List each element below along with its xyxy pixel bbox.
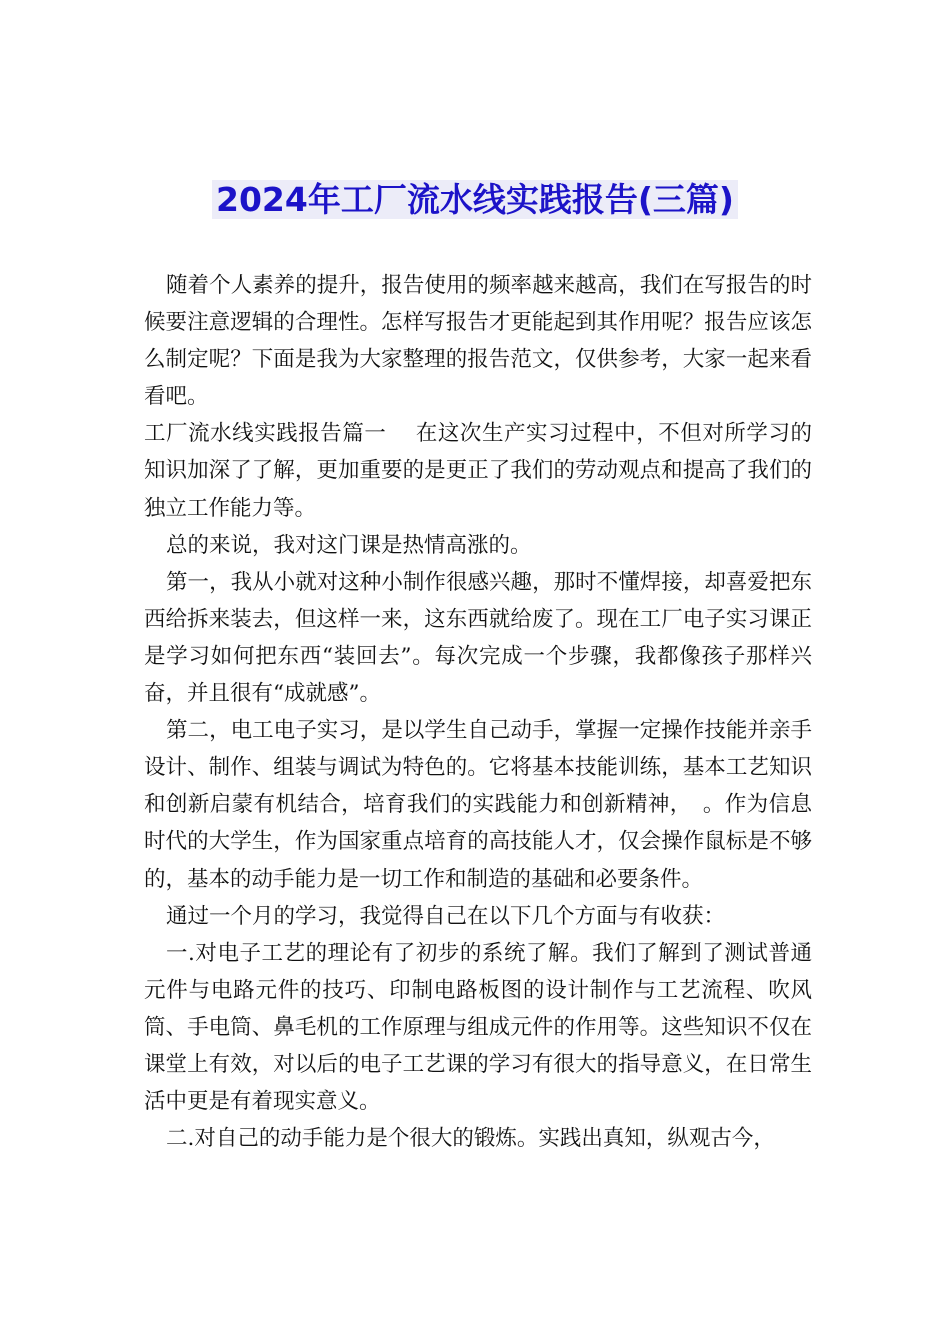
paragraph: 第一，我从小就对这种小制作很感兴趣，那时不懂焊接，却喜爱把东西给拆来装去，但这样一来，这东西就给废了。现在工厂电子实习课正是学习如何把东西“装回去”。每次完成一个步骤，我都像孩子那样兴奋，并且很有“成就感”。 (144, 569, 812, 707)
document-title (0, 172, 950, 228)
paragraph: 总的来说，我对这门课是热情高涨的。 (166, 532, 532, 558)
paragraph: 工厂流水线实践报告篇一 在这次生产实习过程中，不但对所学习的知识加深了了解，更加重要的是更正了我们的劳动观点和提高了我们的独立工作能力等。 (144, 421, 812, 521)
paragraph: 通过一个月的学习，我觉得自己在以下几个方面与有收获： (166, 903, 726, 929)
paragraph: 二.对自己的动手能力是个很大的锻炼。实践出真知，纵观古今， (166, 1126, 775, 1152)
paragraph: 随着个人素养的提升，报告使用的频率越来越高，我们在写报告的时候要注意逻辑的合理性。怎样写报告才更能起到其作用呢？报告应该怎么制定呢？下面是我为大家整理的报告范文，仅供参考，大家一起来看看吧。 (144, 273, 812, 410)
paragraph: 第二，电工电子实习，是以学生自己动手，掌握一定操作技能并亲手设计、制作、组装与调试为特色的。它将基本技能训练，基本工艺知识和创新启蒙有机结合，培育我们的实践能力和创新精神， 。作为信息时代的大学生，作为国家重点培育的高技能人才，仅会操作鼠标是不够的，基本的动手能力是一切工作和制造的基础和必要条件。 (144, 718, 812, 892)
paragraph: 一.对电子工艺的理论有了初步的系统了解。我们了解到了测试普通元件与电路元件的技巧、印制电路板图的设计制作与工艺流程、吹风筒、手电筒、鼻毛机的工作原理与组成元件的作用等。这些知识不仅在课堂上有效，对以后的电子工艺课的学习有很大的指导意义，在日常生活中更是有着现实意义。 (144, 940, 812, 1115)
document-title-text: 2024年工厂流水线实践报告(三篇) (212, 180, 738, 219)
document-body (144, 267, 812, 1157)
